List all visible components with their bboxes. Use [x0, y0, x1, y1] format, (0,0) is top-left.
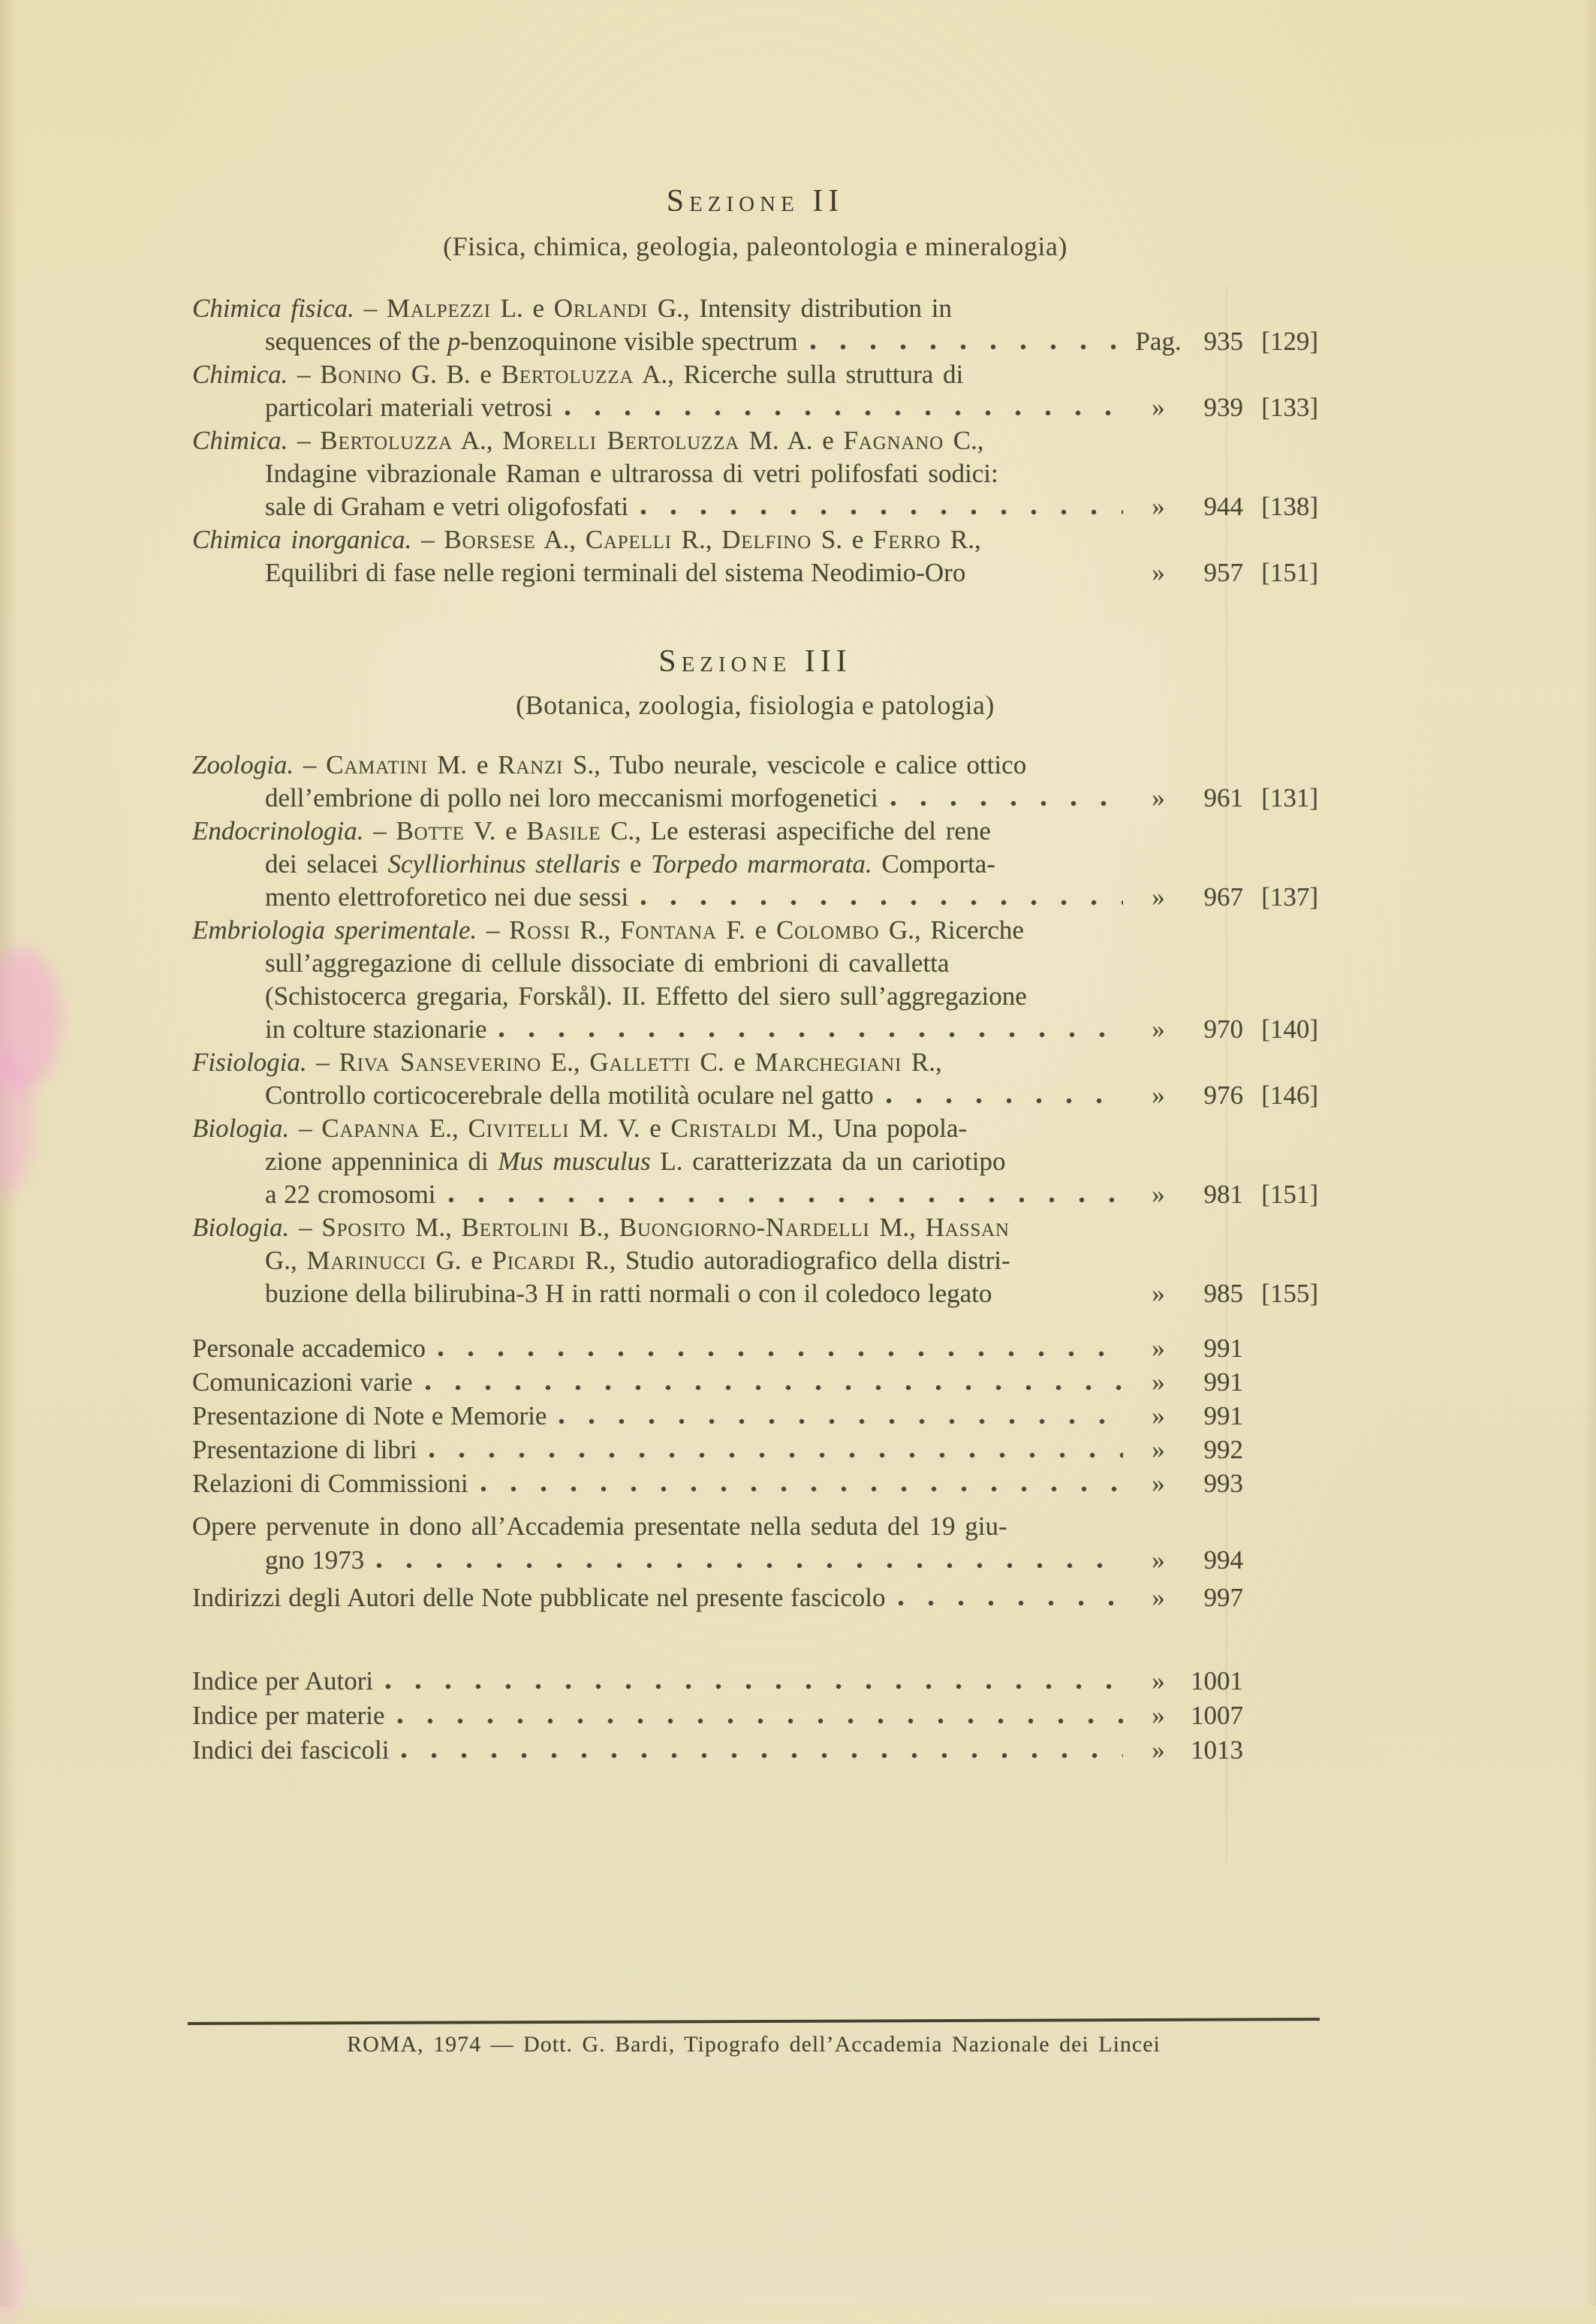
dot-leader: [401, 1753, 1123, 1759]
page-ref-mark: »: [1152, 492, 1165, 521]
imprint-line: ROMA, 1974 — Dott. G. Bardi, Tipografo dell’Accademia Nazionale dei Lincei: [347, 2032, 1161, 2057]
toc-entry: [192, 749, 1318, 815]
toc-line-text: Chimica. – Bonino G. B. e Bertoluzza A., Ricerche sulla struttura di: [192, 360, 964, 389]
dot-leader: [559, 1418, 1123, 1424]
footer-rule: [188, 2018, 1320, 2025]
toc-entry: [192, 1112, 1318, 1211]
toc-line-text: Chimica. – Bertoluzza A., Morelli Bertoluzza M. A. e Fagnano C.,: [192, 426, 984, 455]
toc-entry: [192, 1509, 1318, 1577]
toc-entry: [192, 1466, 1318, 1500]
toc-line: [192, 1079, 1318, 1112]
toc-entry: [192, 1399, 1318, 1433]
index-entries: [192, 1664, 1318, 1768]
toc-line: [192, 1244, 1318, 1277]
toc-line: [192, 1509, 1318, 1543]
toc-line-text: G., Marinucci G. e Picardi R., Studio autoradiografico della distri-: [265, 1246, 1010, 1275]
page-bracket-number: [151]: [1261, 1180, 1318, 1209]
toc-line-text: dei selacei Scylliorhinus stellaris e Torpedo marmorata. Comporta-: [265, 849, 995, 879]
toc-line: [192, 881, 1318, 914]
toc-line: [192, 815, 1318, 848]
dot-leader: [429, 1452, 1123, 1458]
page-ref-mark: »: [1152, 1545, 1165, 1575]
toc-line: [192, 523, 1318, 556]
toc-line: [192, 457, 1318, 490]
toc-line: [192, 1331, 1318, 1365]
toc-line-text: Endocrinologia. – Botte V. e Basile C., Le esterasi aspecifiche del rene: [192, 816, 991, 846]
toc-line-text: Comunicazioni varie: [192, 1367, 413, 1397]
toc-line-text: Personale accademico: [192, 1334, 426, 1363]
page-number: 991: [1203, 1334, 1243, 1363]
page-number: 939: [1203, 393, 1243, 422]
dot-leader: [397, 1718, 1123, 1724]
toc-line-text: Embriologia sperimentale. – Rossi R., Fontana F. e Colombo G., Ricerche: [192, 915, 1024, 945]
toc-line-text: sale di Graham e vetri oligofosfati: [265, 492, 629, 521]
page-number: 970: [1203, 1014, 1243, 1044]
section-2-entries: [192, 292, 1318, 589]
toc-entry: [192, 1331, 1318, 1365]
page-bracket-number: [155]: [1261, 1279, 1318, 1308]
page-number: 981: [1203, 1180, 1243, 1209]
toc-line: [192, 749, 1318, 782]
toc-line-text: Presentazione di Note e Memorie: [192, 1401, 547, 1430]
page-number: 991: [1203, 1401, 1243, 1430]
toc-line: [192, 292, 1318, 325]
section-3-entries: [192, 749, 1318, 1310]
toc-line-text: (Schistocerca gregaria, Forskål). II. Effetto del siero sull’aggregazione: [265, 981, 1027, 1011]
toc-line-text: Indirizzi degli Autori delle Note pubblicate nel presente fascicolo: [192, 1583, 886, 1612]
dot-leader: [565, 410, 1123, 416]
toc-entry: [192, 914, 1318, 1046]
page-number: 961: [1203, 783, 1243, 812]
page-number: 992: [1203, 1435, 1243, 1464]
toc-line: [192, 1046, 1318, 1079]
toc-line-text: Biologia. – Sposito M., Bertolini B., Buongiorno-Nardelli M., Hassan: [192, 1213, 1010, 1242]
toc-line-text: zione appenninica di Mus musculus L. caratterizzata da un cariotipo: [265, 1147, 1006, 1176]
toc-line: [192, 1664, 1318, 1699]
page-number: 1001: [1191, 1666, 1243, 1696]
toc-entry: [192, 815, 1318, 914]
toc-line: [192, 980, 1318, 1013]
toc-line: [192, 782, 1318, 815]
toc-line: [192, 1466, 1318, 1500]
page-ref-mark: »: [1152, 1279, 1165, 1308]
toc-line: [192, 914, 1318, 947]
section-3-subheading: (Botanica, zoologia, fisiologia e patologia): [516, 690, 995, 720]
toc-entry: [192, 1211, 1318, 1310]
toc-line-text: particolari materiali vetrosi: [265, 393, 553, 422]
toc-line-text: Chimica fisica. – Malpezzi L. e Orlandi G., Intensity distribution in: [192, 294, 952, 323]
page-number: 991: [1203, 1367, 1243, 1397]
toc-line: [192, 1013, 1318, 1046]
page-ref-mark: »: [1152, 1435, 1165, 1464]
dot-leader: [448, 1197, 1123, 1203]
page-right-edge-shading: [1584, 0, 1596, 2306]
toc-line: [192, 325, 1318, 358]
dot-leader: [376, 1563, 1123, 1569]
page-ref-mark: »: [1152, 1666, 1165, 1696]
dot-leader: [890, 800, 1123, 806]
page-bracket-number: [138]: [1261, 492, 1318, 521]
page-number: 957: [1203, 558, 1243, 587]
dot-leader: [810, 344, 1123, 350]
page-ref-mark: Pag.: [1135, 327, 1182, 356]
toc-entry: [192, 358, 1318, 424]
toc-line: [192, 1433, 1318, 1466]
page-number: 994: [1203, 1545, 1243, 1575]
toc-line: [192, 424, 1318, 457]
page-ref-mark: »: [1152, 1367, 1165, 1397]
page-number: 1013: [1191, 1735, 1243, 1765]
page-bracket-number: [137]: [1261, 882, 1318, 912]
page-ref-mark: »: [1152, 1735, 1165, 1765]
toc-line: [192, 1145, 1318, 1178]
page-number: 935: [1203, 327, 1243, 356]
toc-line-text: Fisiologia. – Riva Sanseverino E., Galletti C. e Marchegiani R.,: [192, 1047, 942, 1077]
page-bracket-number: [151]: [1261, 558, 1318, 587]
toc-entry: [192, 424, 1318, 523]
page-ref-mark: »: [1152, 1014, 1165, 1044]
page-ref-mark: »: [1152, 1469, 1165, 1498]
toc-entry: [192, 1733, 1318, 1768]
toc-line: [192, 848, 1318, 881]
toc-entry: [192, 1664, 1318, 1699]
pink-stain: [0, 2234, 27, 2324]
page-number: 967: [1203, 882, 1243, 912]
dot-leader: [898, 1600, 1123, 1606]
toc-line-text: Indice per Autori: [192, 1666, 374, 1696]
toc-entry: [192, 1699, 1318, 1733]
page-number: 976: [1203, 1081, 1243, 1110]
section-2-heading: Sezione II: [666, 184, 845, 219]
toc-entry: [192, 1433, 1318, 1466]
toc-line: [192, 1699, 1318, 1733]
toc-line: [192, 358, 1318, 391]
toc-line: [192, 947, 1318, 980]
toc-line-text: Relazioni di Commissioni: [192, 1469, 468, 1498]
toc-line-text: Zoologia. – Camatini M. e Ranzi S., Tubo neurale, vescicole e calice ottico: [192, 750, 1027, 779]
toc-line: [192, 556, 1318, 589]
page-number: 1007: [1191, 1701, 1243, 1730]
section-2-subheading: (Fisica, chimica, geologia, paleontologia e mineralogia): [443, 231, 1068, 261]
toc-line-text: Chimica inorganica. – Borsese A., Capelli R., Delfino S. e Ferro R.,: [192, 525, 981, 554]
page-bracket-number: [133]: [1261, 393, 1318, 422]
toc-entry: [192, 523, 1318, 589]
page-ref-mark: »: [1152, 1401, 1165, 1430]
dot-leader: [480, 1486, 1123, 1492]
toc-line-text: Opere pervenute in dono all’Accademia presentate nella seduta del 19 giu-: [192, 1512, 1007, 1541]
page-ref-mark: »: [1152, 882, 1165, 912]
toc-line-text: Indagine vibrazionale Raman e ultrarossa di vetri polifosfati sodici:: [265, 459, 998, 488]
page-number: 993: [1203, 1469, 1243, 1498]
toc-line: [192, 490, 1318, 523]
toc-line-text: mento elettroforetico nei due sessi: [265, 882, 629, 912]
page-ref-mark: »: [1152, 1701, 1165, 1730]
dot-leader: [1004, 1296, 1123, 1302]
section-3-heading: Sezione III: [658, 644, 852, 679]
page-ref-mark: »: [1152, 393, 1165, 422]
toc-entry: [192, 1581, 1318, 1614]
toc-line-text: sequences of the p-benzoquinone visible spectrum: [265, 327, 798, 356]
toc-line: [192, 1112, 1318, 1145]
page-ref-mark: »: [1152, 1334, 1165, 1363]
toc-line-text: a 22 cromosomi: [265, 1180, 436, 1209]
toc-line-text: Equilibri di fase nelle regioni terminali del sistema Neodimio-Oro: [265, 558, 966, 587]
dot-leader: [640, 509, 1123, 515]
dot-leader: [385, 1683, 1123, 1689]
page-ref-mark: »: [1152, 1081, 1165, 1110]
toc-line: [192, 1211, 1318, 1244]
page-ref-mark: »: [1152, 783, 1165, 812]
toc-line: [192, 1178, 1318, 1211]
toc-line: [192, 1399, 1318, 1433]
toc-line-text: sull’aggregazione di cellule dissociate di embrioni di cavalletta: [265, 948, 950, 978]
toc-line-text: Controllo corticocerebrale della motilità oculare nel gatto: [265, 1081, 874, 1110]
toc-entry: [192, 1365, 1318, 1399]
page-bracket-number: [146]: [1261, 1081, 1318, 1110]
toc-line: [192, 391, 1318, 424]
toc-entry: [192, 1046, 1318, 1112]
toc-line: [192, 1733, 1318, 1768]
dot-leader: [886, 1098, 1123, 1104]
page-ref-mark: »: [1152, 1180, 1165, 1209]
page-bracket-number: [129]: [1261, 327, 1318, 356]
page-number: 985: [1203, 1279, 1243, 1308]
toc-line-text: Presentazione di libri: [192, 1435, 417, 1464]
dot-leader: [498, 1032, 1123, 1038]
toc-line-text: in colture stazionarie: [265, 1014, 487, 1044]
toc-line: [192, 1277, 1318, 1310]
toc-line-text: Biologia. – Capanna E., Civitelli M. V. e Cristaldi M., Una popola-: [192, 1114, 968, 1143]
toc-line-text: gno 1973: [265, 1545, 365, 1575]
toc-line-text: buzione della bilirubina-3 H in ratti normali o con il coledoco legato: [265, 1279, 992, 1308]
dot-leader: [425, 1385, 1123, 1391]
page-bracket-number: [131]: [1261, 783, 1318, 812]
toc-line: [192, 1543, 1318, 1577]
page-number: 997: [1203, 1583, 1243, 1612]
dot-leader: [977, 575, 1123, 581]
toc-line-text: Indice per materie: [192, 1701, 385, 1730]
toc-line-text: dell’embrione di pollo nei loro meccanismi morfogenetici: [265, 783, 878, 812]
toc-line-text: Indici dei fascicoli: [192, 1735, 390, 1765]
page-ref-mark: »: [1152, 1583, 1165, 1612]
toc-line: [192, 1365, 1318, 1399]
general-entries: [192, 1331, 1318, 1614]
page-bracket-number: [140]: [1261, 1014, 1318, 1044]
toc-line: [192, 1581, 1318, 1614]
dot-leader: [640, 900, 1123, 906]
page-ref-mark: »: [1152, 558, 1165, 587]
dot-leader: [438, 1351, 1123, 1357]
page-number: 944: [1203, 492, 1243, 521]
toc-entry: [192, 292, 1318, 358]
